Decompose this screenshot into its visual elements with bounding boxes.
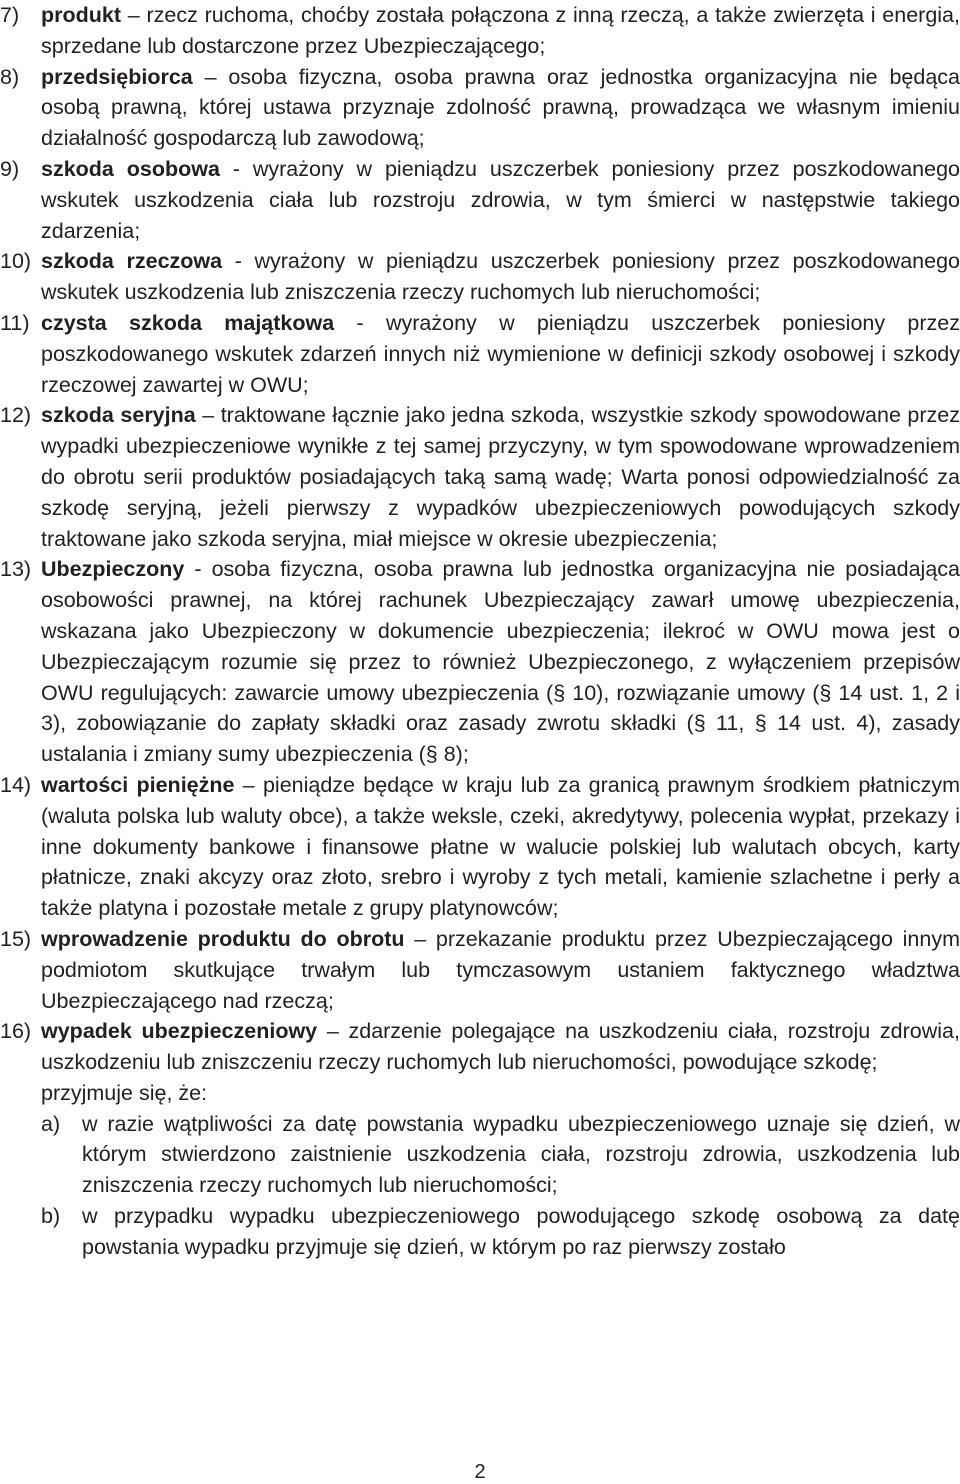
item-number: 15) — [0, 926, 32, 951]
item-number: 9) — [0, 156, 20, 181]
sub-item-letter: b) — [41, 1204, 61, 1229]
definition-text: – traktowane łącznie jako jedna szkoda, wszystkie szkody spowodowane przez wypadki ubezpieczeniowe wynikłe z tej samej przyczyny, w tym spowodowane wprowadzeniem do obrotu serii produktów posiadających taką samą wadę; Warta ponosi odpowiedzialność za szkodę seryjną, jeżeli pierwszy z wypadków ubezpieczeniowych powodujących szkody traktowane jako szkoda seryjna, miał miejsce w okresie ubezpieczenia; — [41, 403, 960, 551]
definition-text: – pieniądze będące w kraju lub za granicą prawnym środkiem płatniczym (waluta polska lub waluty obce), a także weksle, czeki, akredytywy, polecenia wypłat, przekazy i inne dokumenty bankowe i finansowe płatne w walucie polskiej lub walutach obcych, karty płatnicze, znaki akcyzy oraz złoto, srebro i wyroby z tych metali, kamienie szlachetne i perły a także platyna i pozostałe metale z grupy platynowców; — [41, 772, 960, 921]
definition-text: – zdarzenie polegające na uszkodzeniu ciała, rozstroju zdrowia, uszkodzeniu lub zniszczeniu rzeczy ruchomych lub nieruchomości, powodujące szkodę; — [41, 1019, 960, 1075]
sub-item-letter: a) — [41, 1111, 61, 1136]
definition-item — [0, 400, 960, 554]
page-number: 2 — [474, 1461, 486, 1483]
definition-item — [0, 1016, 960, 1078]
definition-item — [0, 154, 960, 246]
sub-item-text: w przypadku wypadku ubezpieczeniowego powodującego szkodę osobową za datę powstania wypadku przyjmuje się dzień, w którym po raz pierwszy zostało — [82, 1204, 960, 1259]
definition-text: - osoba fizyczna, osoba prawna lub jednostka organizacyjna nie posiadająca osobowości prawnej, na której rachunek Ubezpieczający zawarł umowę ubezpieczenia, wskazana jako Ubezpieczony w dokumencie ubezpieczenia; ilekroć w OWU mowa jest o Ubezpieczającym rozumie się przez to również Ubezpieczonego, z wyłączeniem przepisów OWU regulujących: zawarcie umowy ubezpieczenia (§ 10), rozwiązanie umowy (§ 14 ust. 1, 2 i 3), zobowiązanie do zapłaty składki oraz zasady zwrotu składki (§ 11, § 14 ust. 4), zasady ustalania i zmiany sumy ubezpieczenia (§ 8); — [41, 557, 960, 767]
sub-item — [0, 1109, 960, 1201]
definition-item — [0, 62, 960, 154]
item-number: 11) — [0, 310, 30, 335]
sub-item — [0, 1201, 960, 1263]
definition-item — [0, 770, 960, 924]
item-number: 10) — [0, 249, 32, 274]
sub-item-text: w razie wątpliwości za datę powstania wypadku ubezpieczeniowego uznaje się dzień, w którym stwierdzono zaistnienie uszkodzenia ciała, rozstroju zdrowia, uszkodzenia lub zniszczenia rzeczy ruchomych lub nieruchomości; — [82, 1111, 960, 1198]
defined-term: szkoda rzeczowa — [41, 249, 223, 274]
item-number: 13) — [0, 557, 32, 582]
defined-term: szkoda seryjna — [41, 403, 196, 428]
item-number: 7) — [0, 3, 20, 27]
definition-item — [0, 924, 960, 1016]
definition-text: - wyrażony w pieniądzu uszczerbek poniesiony przez poszkodowanego wskutek uszkodzenia lub zniszczenia rzeczy ruchomych lub nieruchomości; — [41, 249, 960, 305]
item-number: 8) — [0, 64, 20, 89]
definition-item — [0, 0, 960, 62]
defined-term: przedsiębiorca — [41, 64, 193, 89]
defined-term: czysta szkoda majątkowa — [41, 310, 335, 335]
item-number: 12) — [0, 403, 32, 428]
definition-text: – przekazanie produktu przez Ubezpieczającego innym podmiotom skutkujące trwałym lub tymczasowym ustaniem faktycznego władztwa Ubezpieczającego nad rzeczą; — [41, 926, 960, 1013]
definition-text: – osoba fizyczna, osoba prawna oraz jednostka organizacyjna nie będąca osobą prawną, której ustawa przyznaje zdolność prawną, prowadząca we własnym imieniu działalność gospodarczą lub zawodową; — [41, 64, 960, 151]
definition-text: - wyrażony w pieniądzu uszczerbek poniesiony przez poszkodowanego wskutek zdarzeń innych niż wymienione w definicji szkody osobowej i szkody rzeczowej zawartej w OWU; — [41, 310, 960, 397]
definition-text: - wyrażony w pieniądzu uszczerbek poniesiony przez poszkodowanego wskutek uszkodzenia ciała lub rozstroju zdrowia, w tym śmierci w następstwie takiego zdarzenia; — [41, 156, 960, 243]
item-number: 14) — [0, 772, 32, 797]
defined-term: Ubezpieczony — [41, 557, 185, 582]
defined-term: wprowadzenie produktu do obrotu — [41, 926, 405, 951]
defined-term: produkt — [41, 3, 122, 27]
definition-item — [0, 246, 960, 308]
item-number: 16) — [0, 1019, 32, 1044]
defined-term: wypadek ubezpieczeniowy — [41, 1019, 318, 1044]
subitems-intro: przyjmuje się, że: — [41, 1080, 208, 1105]
definition-item — [0, 554, 960, 770]
defined-term: szkoda osobowa — [41, 156, 220, 181]
defined-term: wartości pieniężne — [41, 772, 235, 797]
definition-text: – rzecz ruchoma, choćby została połączona z inną rzeczą, a także zwierzęta i energia, sprzedane lub dostarczone przez Ubezpieczającego; — [41, 3, 960, 58]
definition-item — [0, 308, 960, 400]
